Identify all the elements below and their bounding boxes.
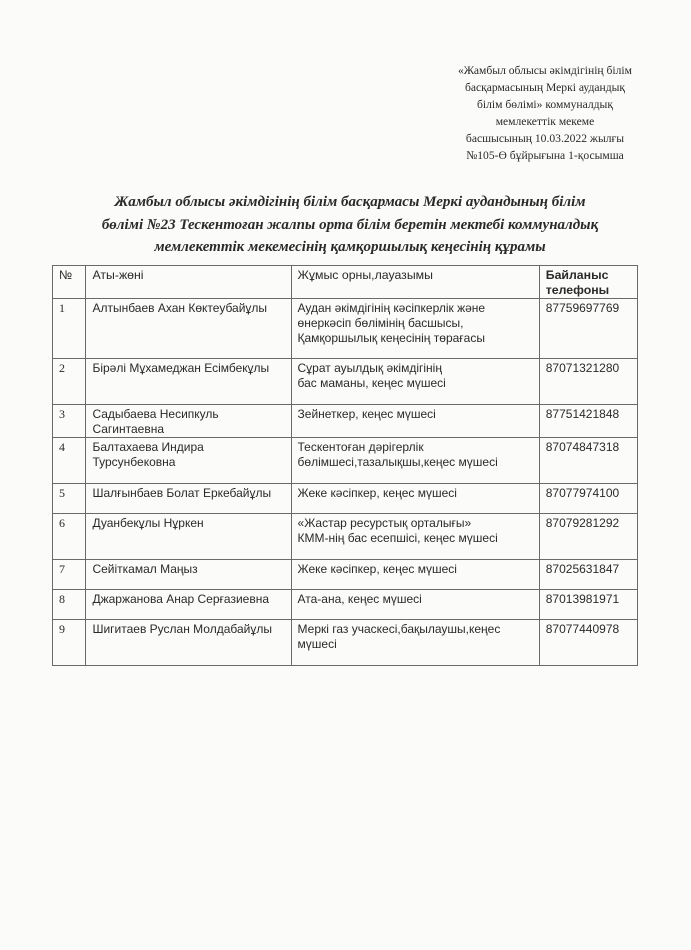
- cell-phone: 87751421848: [539, 405, 637, 438]
- header-position: Жұмыс орны,лауазымы: [291, 266, 539, 299]
- cell-phone: 87013981971: [539, 590, 637, 620]
- cell-number: 6: [53, 514, 86, 560]
- cell-number: 3: [53, 405, 86, 438]
- table-row: [53, 438, 638, 484]
- cell-name: Алтынбаев Ахан Көктеубайұлы: [86, 299, 291, 359]
- cell-number: 2: [53, 359, 86, 405]
- cell-position: [291, 299, 539, 359]
- cell-position: [291, 484, 539, 514]
- cell-position: [291, 405, 539, 438]
- appendix-note-line: «Жамбыл облысы әкімдігінің білім: [458, 64, 632, 77]
- cell-position: [291, 359, 539, 405]
- header-phone-line: Байланыс: [545, 268, 609, 282]
- cell-name: Шалғынбаев Болат Еркебайұлы: [86, 484, 291, 514]
- table-row: [53, 560, 638, 590]
- cell-position-line: өнеркәсіп бөлімінің басшысы,: [297, 316, 464, 330]
- council-members-table: [52, 265, 638, 666]
- table-row: [53, 359, 638, 405]
- appendix-note: [430, 62, 660, 164]
- document-title-line: мемлекеттік мекемесінің қамқоршылық кеңесінің құрамы: [154, 239, 546, 255]
- cell-position-line: мүшесі: [297, 637, 337, 651]
- cell-number: 8: [53, 590, 86, 620]
- table-row: [53, 620, 638, 666]
- cell-number: 9: [53, 620, 86, 666]
- cell-name: Бірәлі Мұхамеджан Есімбекұлы: [86, 359, 291, 405]
- cell-position: [291, 590, 539, 620]
- cell-position-line: КММ-нің бас есепшісі, кеңес мүшесі: [297, 531, 498, 545]
- cell-position-line: Жеке кәсіпкер, кеңес мүшесі: [297, 486, 457, 500]
- cell-position: [291, 514, 539, 560]
- cell-number: 4: [53, 438, 86, 484]
- cell-phone: 87759697769: [539, 299, 637, 359]
- cell-position-line: Ата-ана, кеңес мүшесі: [297, 592, 422, 606]
- cell-position-line: «Жастар ресурстық орталығы»: [297, 516, 472, 530]
- cell-name: Шигитаев Руслан Молдабайұлы: [86, 620, 291, 666]
- table-header-row: [53, 266, 638, 299]
- cell-position-line: бөлімшесі,тазалықшы,кеңес мүшесі: [297, 455, 498, 469]
- cell-position-line: бас маманы, кеңес мүшесі: [297, 376, 446, 390]
- header-number: №: [53, 266, 86, 299]
- cell-position: [291, 438, 539, 484]
- cell-position-line: Тескентоған дәрігерлік: [297, 440, 424, 454]
- cell-number: 5: [53, 484, 86, 514]
- appendix-note-line: мемлекеттік мекеме: [495, 115, 595, 128]
- cell-position-line: Зейнеткер, кеңес мүшесі: [297, 407, 436, 421]
- cell-phone: 87071321280: [539, 359, 637, 405]
- cell-phone: 87025631847: [539, 560, 637, 590]
- document-title-line: бөлімі №23 Тескентоған жалпы орта білім беретін мектебі коммуналдық: [101, 216, 599, 233]
- cell-position-line: Меркі газ учаскесі,бақылаушы,кеңес: [297, 622, 501, 636]
- cell-position: [291, 620, 539, 666]
- cell-position-line: Жеке кәсіпкер, кеңес мүшесі: [297, 562, 457, 576]
- table-row: [53, 484, 638, 514]
- cell-position-line: Қамқоршылық кеңесінің төрағасы: [297, 331, 485, 345]
- appendix-note-line: №105-Ө бұйрығына 1-қосымша: [466, 149, 624, 162]
- cell-position-line: Аудан әкімдігінің кәсіпкерлік және: [297, 301, 486, 315]
- header-phone: [539, 266, 637, 299]
- cell-name: Джаржанова Анар Серғазиевна: [86, 590, 291, 620]
- document-title-line: Жамбыл облысы әкімдігінің білім басқармасы Меркі аудандының білім: [114, 194, 586, 210]
- cell-name: Садыбаева Несипкуль Сагинтаевна: [86, 405, 291, 438]
- appendix-note-line: басқармасының Меркі аудандық: [464, 81, 626, 94]
- cell-number: 7: [53, 560, 86, 590]
- header-name: Аты-жөні: [86, 266, 291, 299]
- table-row: [53, 405, 638, 438]
- cell-name: Сейіткамал Маңыз: [86, 560, 291, 590]
- cell-phone: 87079281292: [539, 514, 637, 560]
- cell-name: Дуанбекұлы Нұркен: [86, 514, 291, 560]
- table-row: [53, 514, 638, 560]
- table-row: [53, 299, 638, 359]
- cell-number: 1: [53, 299, 86, 359]
- cell-position-line: Сұрат ауылдық әкімдігінің: [297, 361, 442, 375]
- table-row: [53, 590, 638, 620]
- cell-phone: 87074847318: [539, 438, 637, 484]
- cell-position: [291, 560, 539, 590]
- appendix-note-line: білім бөлімі» коммуналдық: [477, 98, 613, 111]
- cell-name: Балтахаева Индира Турсунбековна: [86, 438, 291, 484]
- cell-phone: 87077974100: [539, 484, 637, 514]
- cell-phone: 87077440978: [539, 620, 637, 666]
- appendix-note-line: басшысының 10.03.2022 жылғы: [465, 132, 625, 145]
- document-title: [60, 191, 640, 259]
- header-phone-line: телефоны: [545, 283, 610, 297]
